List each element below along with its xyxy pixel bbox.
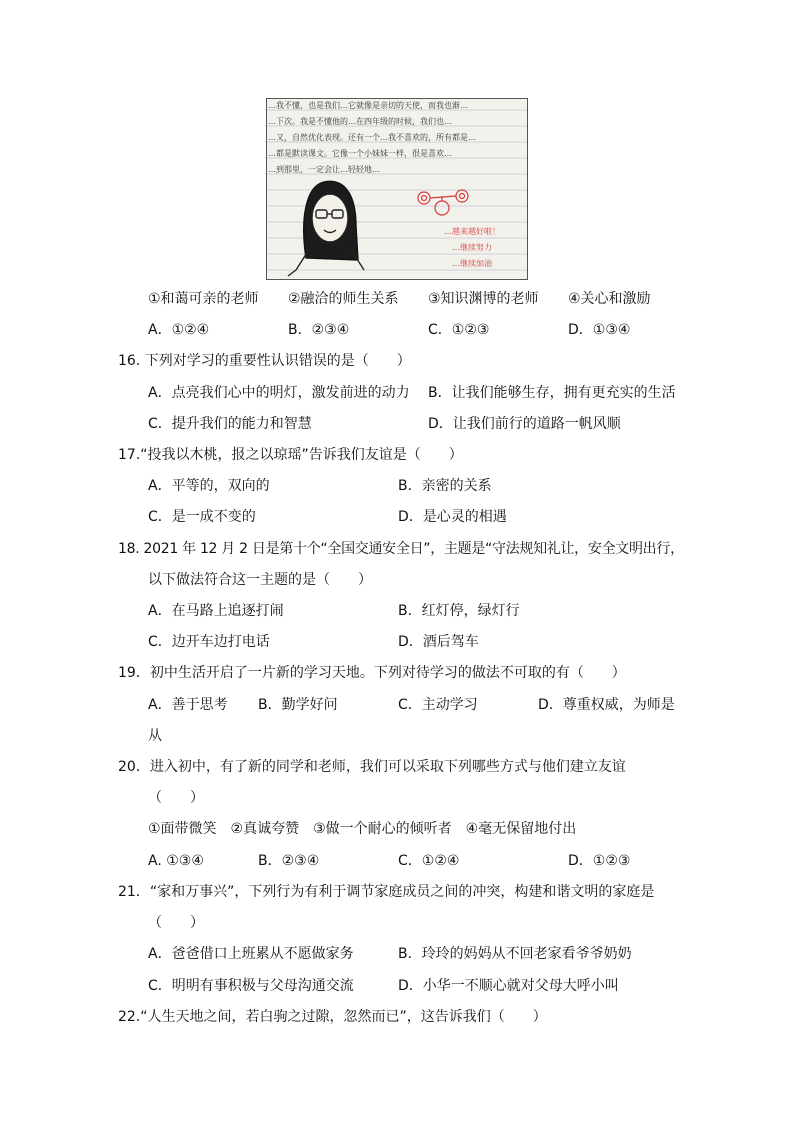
q20-stem-line2: （ ） bbox=[148, 790, 204, 806]
q15-option-c[interactable]: C．①②③ bbox=[428, 322, 490, 338]
red-note-3: …继续加油 bbox=[452, 259, 492, 268]
q19-option-b[interactable]: B．勤学好问 bbox=[258, 697, 338, 713]
q21-stem-line2: （ ） bbox=[148, 915, 204, 931]
q19-option-d[interactable]: D．尊重权威，为师是 bbox=[538, 697, 675, 713]
handwriting-line-4: …都是默读课文。它像一个小妹妹一样，很是喜欢… bbox=[268, 149, 452, 158]
q18-option-a[interactable]: A．在马路上追逐打闹 bbox=[148, 603, 284, 619]
handwritten-note-photo bbox=[266, 98, 528, 280]
q16-option-a[interactable]: A．点亮我们心中的明灯，激发前进的动力 bbox=[148, 385, 410, 401]
q19-option-d-wrap: 从 bbox=[148, 728, 162, 744]
handwriting-line-5: …到那里，一定会让…轻轻地… bbox=[268, 165, 380, 174]
q20-option-d[interactable]: D．①②③ bbox=[568, 853, 631, 869]
handwriting-line-3: …又，自然优化表现。还有一个…我不喜欢的，所有都是… bbox=[268, 133, 476, 142]
q20-stem-line1: 20．进入初中，有了新的同学和老师，我们可以采取下列哪些方式与他们建立友谊 bbox=[118, 759, 626, 775]
q16-option-b[interactable]: B．让我们能够生存，拥有更充实的生活 bbox=[428, 385, 676, 401]
handwriting-line-2: …下次。我是不懂他的…在四年级的时候，我们也… bbox=[268, 117, 452, 126]
q18-option-d[interactable]: D．酒后驾车 bbox=[398, 634, 479, 650]
q18-stem-line2: 以下做法符合这一主题的是（ ） bbox=[148, 572, 372, 588]
q20-option-c[interactable]: C．①②④ bbox=[398, 853, 460, 869]
q15-item-1: ①和蔼可亲的老师 bbox=[148, 291, 259, 307]
q15-item-3: ③知识渊博的老师 bbox=[428, 291, 539, 307]
red-note-1: …越来越好啦！ bbox=[444, 227, 500, 236]
q20-option-b[interactable]: B．②③④ bbox=[258, 853, 320, 869]
handwriting-line-1: …我不懂，也是我们…它就像是亲切的天使，而我也渐… bbox=[268, 101, 468, 110]
q19-option-a[interactable]: A．善于思考 bbox=[148, 697, 228, 713]
q17-option-a[interactable]: A．平等的，双向的 bbox=[148, 478, 270, 494]
q16-option-d[interactable]: D．让我们前行的道路一帆风顺 bbox=[428, 416, 621, 432]
q18-option-b[interactable]: B．红灯停，绿灯行 bbox=[398, 603, 520, 619]
q21-stem-line1: 21．“家和万事兴”，下列行为有利于调节家庭成员之间的冲突，构建和谐文明的家庭是 bbox=[118, 884, 655, 900]
q21-option-c[interactable]: C．明明有事积极与父母沟通交流 bbox=[148, 978, 354, 994]
q19-stem: 19．初中生活开启了一片新的学习天地。下列对待学习的做法不可取的有（ ） bbox=[118, 665, 626, 681]
q20-option-a[interactable]: A. ①③④ bbox=[148, 853, 204, 869]
q17-option-b[interactable]: B．亲密的关系 bbox=[398, 478, 492, 494]
q15-item-4: ④关心和激励 bbox=[568, 291, 651, 307]
q18-stem-line1: 18. 2021 年 12 月 2 日是第十个“全国交通安全日”，主题是“守法规知礼让，安全文明出行， bbox=[118, 541, 684, 557]
q19-option-c[interactable]: C．主动学习 bbox=[398, 697, 478, 713]
q15-item-2: ②融洽的师生关系 bbox=[288, 291, 399, 307]
q21-option-b[interactable]: B．玲玲的妈妈从不回老家看爷爷奶奶 bbox=[398, 946, 632, 962]
red-note-2: …继续努力 bbox=[452, 243, 492, 252]
q15-option-b[interactable]: B．②③④ bbox=[288, 322, 350, 338]
q20-items: ①面带微笑 ②真诚夸赞 ③做一个耐心的倾听者 ④毫无保留地付出 bbox=[148, 821, 577, 837]
q16-stem: 16. 下列对学习的重要性认识错误的是（ ） bbox=[118, 353, 411, 369]
q15-option-d[interactable]: D．①③④ bbox=[568, 322, 631, 338]
q21-option-a[interactable]: A．爸爸借口上班累从不愿做家务 bbox=[148, 946, 354, 962]
q22-stem: 22.“人生天地之间，若白驹之过隙，忽然而已”，这告诉我们（ ） bbox=[118, 1009, 547, 1025]
q15-option-a[interactable]: A．①②④ bbox=[148, 322, 210, 338]
q21-option-d[interactable]: D．小华一不顺心就对父母大呼小叫 bbox=[398, 978, 619, 994]
q16-option-c[interactable]: C．提升我们的能力和智慧 bbox=[148, 416, 312, 432]
q18-option-c[interactable]: C．边开车边打电话 bbox=[148, 634, 270, 650]
q17-option-d[interactable]: D．是心灵的相遇 bbox=[398, 509, 507, 525]
q17-stem: 17.“投我以木桃，报之以琼瑶”告诉我们友谊是（ ） bbox=[118, 447, 463, 463]
q17-option-c[interactable]: C．是一成不变的 bbox=[148, 509, 256, 525]
